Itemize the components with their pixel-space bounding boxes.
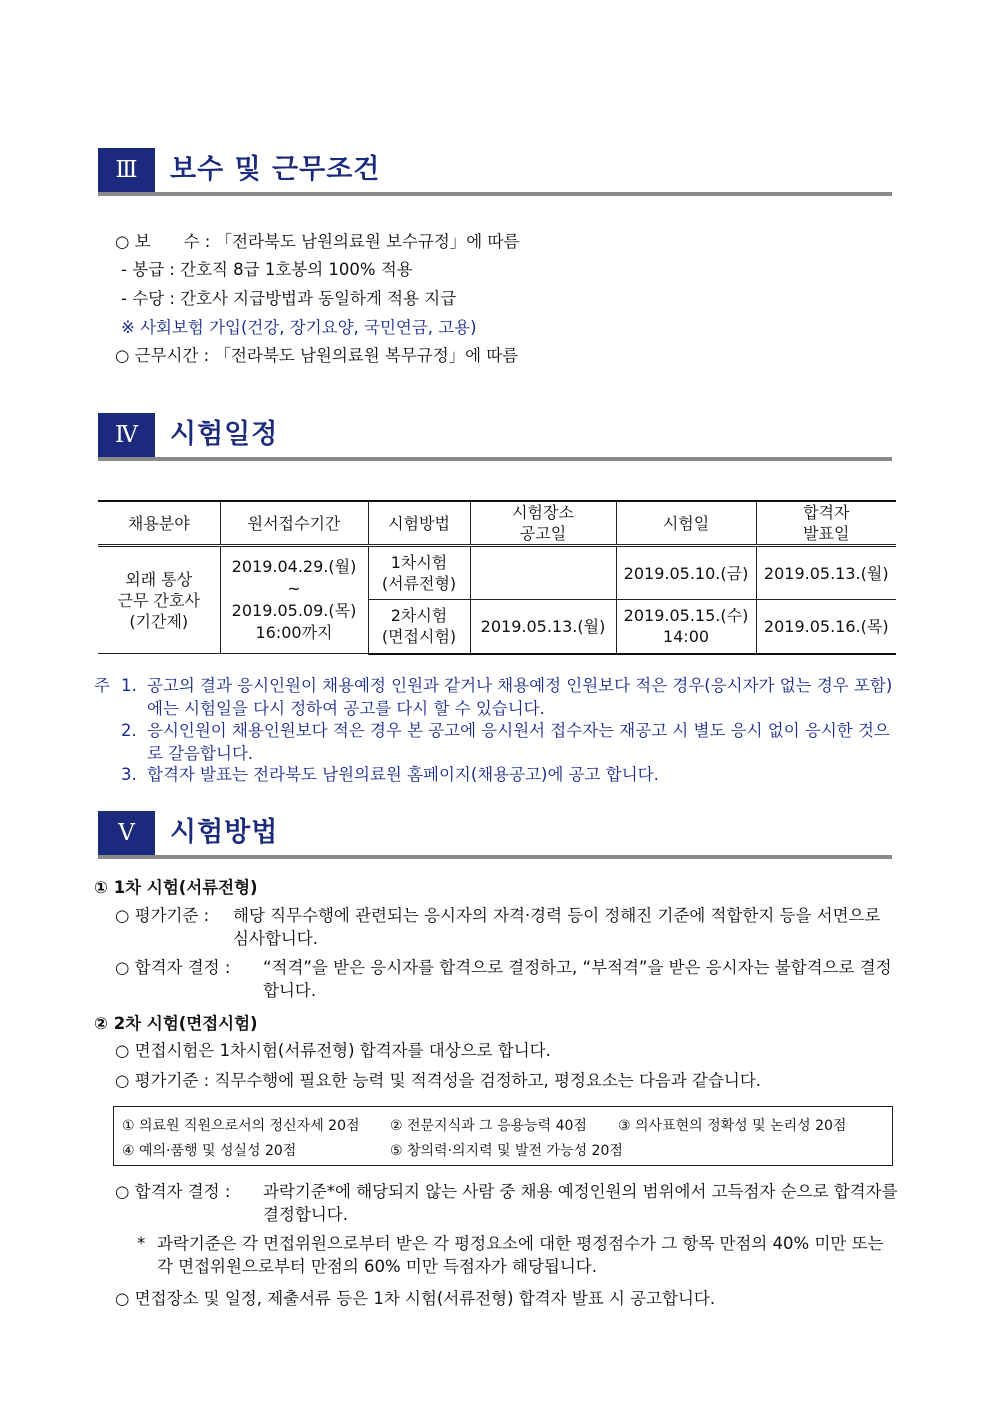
section-5-number: Ⅴ [98,811,155,855]
section-5-header [98,811,892,859]
second-decision: 과락기준*에 해당되지 않는 사람 중 채용 예정인원의 범위에서 고득점자 순으로 합격자를 결정합니다. [263,1182,898,1224]
allowance-line: - 수당 : 간호사 지급방법과 동일하게 적용 지급 [121,289,457,308]
second-decision-label: ○ 합격자 결정 : [115,1182,231,1201]
first-decision: “적격”을 받은 응시자를 합격으로 결정하고, “부적격”을 받은 응시자는 불합격으로 결정합니다. [263,958,892,1000]
table-row [98,546,896,600]
note-2-number: 2. [121,721,137,740]
header-notice: 시험장소 공고일 [470,501,616,546]
second-target-line: ○ 면접시험은 1차시험(서류전형) 합격자를 대상으로 합니다. [115,1041,551,1060]
period-cell [220,546,368,654]
section-4-title: 시험일정 [170,419,279,450]
note-prefix: 주 [94,676,110,695]
note-3-number: 3. [121,765,137,784]
section-3-rule [98,192,892,196]
fail-note-mark: * [137,1234,146,1253]
exam-date-cell-2: 2019.05.15.(수) 14:00 [616,600,756,654]
first-decision-label: ○ 합격자 결정 : [115,958,231,977]
note-1: 공고의 결과 응시인원이 채용예정 인원과 같거나 채용예정 인원보다 적은 경우(응시자가 없는 경우 포함)에는 시험일을 다시 정하여 공고를 다시 할 수 있습니다. [147,676,893,718]
section-3-header [98,148,892,196]
section-3-number: Ⅲ [98,148,155,192]
method-cell-2: 2차시험 (면접시험) [368,600,470,654]
grade-line: - 봉급 : 간호직 8급 1호봉의 100% 적용 [121,260,413,279]
section-5-title: 시험방법 [170,817,279,848]
method-cell-1: 1차시험 (서류전형) [368,546,470,600]
element-5: ⑤ 창의력·의지력 및 발전 가능성 20점 [390,1143,623,1159]
insurance-note: ※ 사회보험 가입(건강, 장기요양, 국민연금, 고용) [121,318,477,337]
work-hours-line: ○ 근무시간 : 「전라북도 남원의료원 복무규정」에 따름 [115,346,519,365]
note-2: 응시인원이 채용인원보다 적은 경우 본 공고에 응시원서 접수자는 재공고 시 별도 응시 없이 응시한 것으로 갈음합니다. [147,721,890,763]
first-exam-heading: ① 1차 시험(서류전형) [94,878,258,897]
header-exam-date: 시험일 [616,501,756,546]
element-3: ③ 의사표현의 정확성 및 논리성 20점 [618,1118,847,1134]
section-4-number: Ⅳ [98,413,155,457]
section-4-rule [98,457,892,461]
notice-cell-2: 2019.05.13.(월) [470,600,616,654]
note-3: 합격자 발표는 전라북도 남원의료원 홈페이지(채용공고)에 공고 합니다. [147,765,659,784]
first-criteria: 해당 직무수행에 관련되는 응시자의 자격·경력 등이 정해진 기준에 적합한지 등을 서면으로 심사합니다. [233,906,881,948]
header-field: 채용분야 [98,501,220,546]
second-criteria-line: ○ 평가기준 : 직무수행에 필요한 능력 및 적격성을 검정하고, 평정요소는 다음과 같습니다. [115,1071,762,1090]
interview-info-line: ○ 면접장소 및 일정, 제출서류 등은 1차 시험(서류전형) 합격자 발표 시 공고합니다. [115,1289,716,1308]
result-date-cell-2: 2019.05.16.(목) [756,600,896,654]
section-5-rule [98,855,892,859]
table-header-row [98,501,896,546]
schedule-table [98,500,896,655]
note-1-number: 1. [121,676,137,695]
header-result-date: 합격자 발표일 [756,501,896,546]
period-tilde: ~ [287,579,301,598]
element-2: ② 전문지식과 그 응용능력 40점 [390,1118,587,1134]
first-criteria-label: ○ 평가기준 : [115,906,210,925]
period-start: 2019.04.29.(월) [231,557,357,576]
element-4: ④ 예의·품행 및 성실성 20점 [122,1143,297,1159]
element-1: ① 의료원 직원으로서의 정신자세 20점 [122,1118,360,1134]
pay-line: ○ 보 수 : 「전라북도 남원의료원 보수규정」에 따름 [115,232,520,251]
period-end: 2019.05.09.(목) 16:00까지 [231,601,357,642]
notice-cell-1 [470,546,616,600]
field-cell: 외래 통상 근무 간호사 (기간제) [98,546,220,654]
section-3-title: 보수 및 근무조건 [170,154,381,185]
exam-date-cell-1: 2019.05.10.(금) [616,546,756,600]
fail-criteria-note: 과락기준은 각 면접위원으로부터 받은 각 평정요소에 대한 평정점수가 그 항목 만점의 40% 미만 또는 각 면접위원으로부터 만점의 60% 미만 득점자가 해당됩니다. [157,1234,884,1276]
evaluation-elements-box [113,1106,893,1166]
header-period: 원서접수기간 [220,501,368,546]
header-method: 시험방법 [368,501,470,546]
second-exam-heading: ② 2차 시험(면접시험) [94,1014,258,1033]
result-date-cell-1: 2019.05.13.(월) [756,546,896,600]
section-4-header [98,413,892,461]
